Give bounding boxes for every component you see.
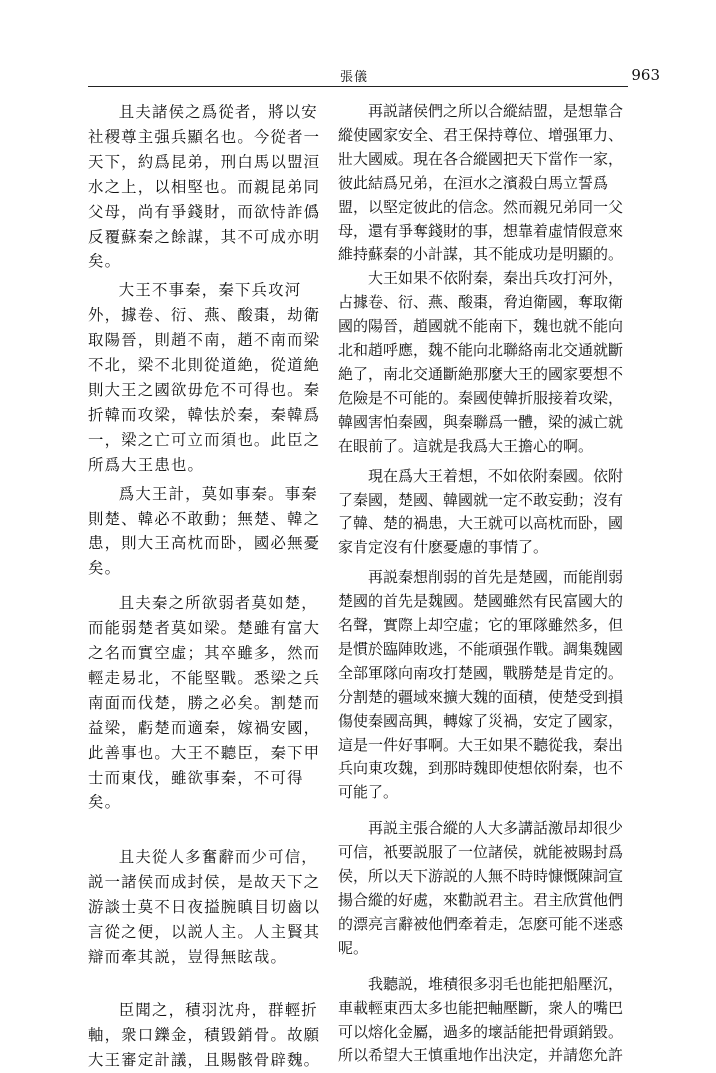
header-rule [88, 86, 628, 87]
original-paragraph: 且夫從人多奮辭而少可信，説一諸侯而成封侯，是故天下之游談士莫不日夜搤腕瞋目切齒以言從之便，以説人主。人主賢其辯而牽其説，豈得無眩哉。 [88, 848, 321, 966]
original-paragraph: 爲大王計，莫如事秦。事秦則楚、韓必不敢動；無楚、韓之患，則大王高枕而卧，國必無憂矣。 [88, 484, 321, 578]
translation-paragraph: 現在爲大王着想，不如依附秦國。依附了秦國，楚國、韓國就一定不敢妄動；沒有了韓、楚的禍患，大王就可以高枕而卧，國家肯定沒有什麽憂慮的事情了。 [338, 466, 624, 557]
original-paragraph: 大王不事秦，秦下兵攻河外，據卷、衍、燕、酸棗，劫衛取陽晉，則趙不南，趙不南而梁不北，梁不北則從道絶，從道絶則大王之國欲毋危不可得也。秦折韓而攻梁，韓怯於秦，秦韓爲一，梁之亡可立而須也。此臣之所爲大王患也。 [88, 281, 321, 474]
original-paragraph: 且夫秦之所欲弱者莫如楚，而能弱楚者莫如梁。楚雖有富大之名而實空虛；其卒雖多，然而輕走易北，不能堅戰。悉梁之兵南面而伐楚，勝之必矣。割楚而益梁，虧楚而適秦，嫁禍安國，此善事也。大王不聽臣，秦下甲士而東伐，雖欲事秦，不可得矣。 [88, 594, 321, 812]
original-paragraph: 臣聞之，積羽沈舟，群輕折軸，衆口鑠金，積毀銷骨。故願大王審定計議，且賜骸骨辟魏。 [88, 1000, 321, 1069]
translation-column [338, 100, 630, 1068]
translation-paragraph: 大王如果不依附秦，秦出兵攻打河外，占據卷、衍、燕、酸棗，脅迫衛國，奪取衛國的陽晉，趙國就不能南下，魏也就不能向北和趙呼應，魏不能向北聯絡南北交通就斷絶了，南北交通斷絶那麼大王的國家要想不危險是不可能的。秦國使韓折服接着攻梁，韓國害怕秦國，與秦聯爲一體，梁的滅亡就在眼前了。這就是我爲大王擔心的啊。 [338, 269, 624, 455]
translation-paragraph: 再説秦想削弱的首先是楚國，而能削弱楚國的首先是魏國。楚國雖然有民富國大的名聲，實際上却空虛；它的軍隊雖然多，但是慣於臨陣敗逃，不能頑强作戰。調集魏國全部軍隊向南攻打楚國，戰勝楚是肯定的。分割楚的疆域來擴大魏的面積，使楚受到損傷使秦國高興，轉嫁了災禍，安定了國家，這是一件好事啊。大王如果不聽從我，秦出兵向東攻魏，到那時魏即使想依附秦，也不可能了。 [338, 568, 624, 802]
original-text-column [88, 100, 324, 1073]
page-number: 963 [631, 66, 660, 84]
translation-paragraph: 再説主張合縱的人大多講話激昂却很少可信，衹要説服了一位諸侯，就能被賜封爲侯，所以天下游説的人無不時時慷慨陳詞宣揚合縱的好處，來勸説君主。君主欣賞他們的漂亮言辭被他們牽着走，怎麽可能不迷惑呢。 [338, 819, 624, 957]
original-paragraph: 且夫諸侯之爲從者，將以安社稷尊主强兵顯名也。今從者一天下，約爲昆弟，刑白馬以盟洹水之上，以相堅也。而親昆弟同父母，尚有爭錢財，而欲恃詐僞反覆蘇秦之餘謀，其不可成亦明矣。 [88, 103, 321, 271]
translation-paragraph: 我聽説，堆積很多羽毛也能把船壓沉，車載輕東西太多也能把軸壓斷，衆人的嘴巴可以熔化金屬，過多的壞話能把骨頭銷毀。所以希望大王慎重地作出決定，并請您允許 [338, 974, 624, 1065]
running-title: 張儀 [340, 70, 369, 85]
translation-paragraph: 再説諸侯們之所以合縱結盟，是想靠合縱使國家安全、君王保持尊位、增强軍力、壯大國威。現在各合縱國把天下當作一家，彼此結爲兄弟，在洹水之濱殺白馬立誓爲盟，以堅定彼此的信念。然而親兄弟同一父母，還有爭奪錢財的事，想靠着虛情假意來維持蘇秦的小計謀，其不能成功是明顯的。 [338, 102, 624, 264]
